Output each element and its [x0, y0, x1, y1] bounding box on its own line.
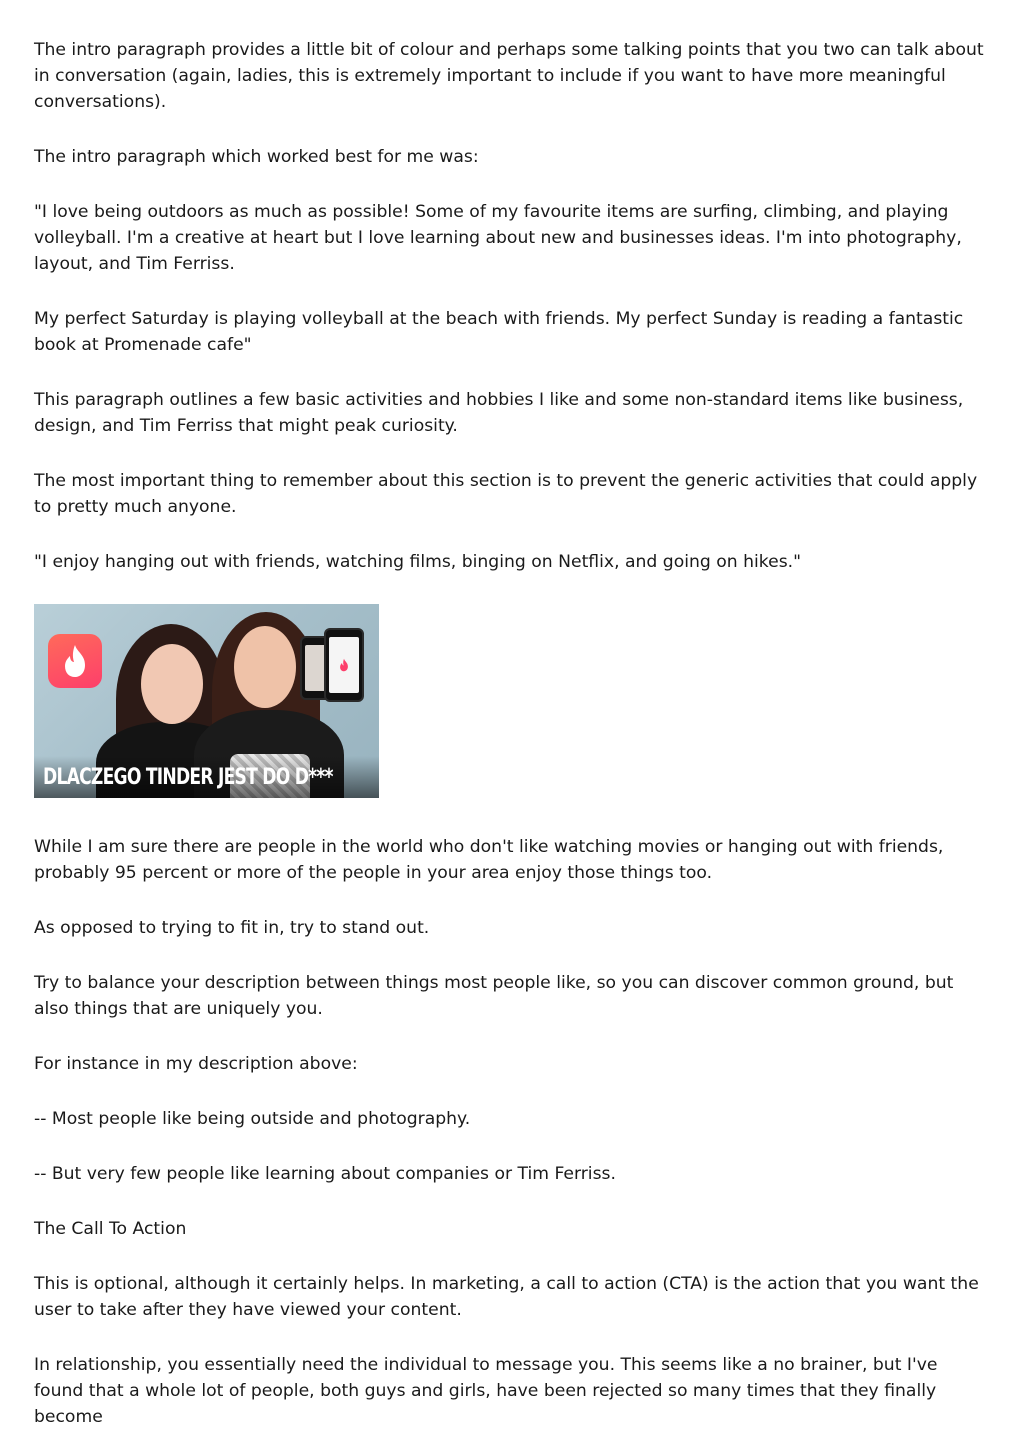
paragraph: As opposed to trying to fit in, try to stand out.	[34, 918, 430, 938]
paragraph: For instance in my description above:	[34, 1054, 358, 1074]
woman-left-face	[141, 644, 203, 724]
section-heading: The Call To Action	[34, 1219, 187, 1239]
paragraph: While I am sure there are people in the world who don't like watching movies or hanging out with friends, probably 95 percent or more of the people in your area enjoy those things too.	[34, 837, 944, 883]
paragraph: The intro paragraph provides a little bit of colour and perhaps some talking points that you two can talk about in conversation (again, ladies, this is extremely important to include if you want to have more meaningful conversations).	[34, 40, 984, 112]
phone-icon	[324, 628, 364, 702]
paragraph: The intro paragraph which worked best for me was:	[34, 147, 479, 167]
tinder-flame-icon	[48, 634, 102, 688]
paragraph: My perfect Saturday is playing volleyball at the beach with friends. My perfect Sunday is reading a fantastic book at Promenade cafe"	[34, 309, 964, 355]
thumbnail-caption-band	[34, 756, 379, 798]
list-item: -- But very few people like learning about companies or Tim Ferriss.	[34, 1164, 616, 1184]
paragraph: In relationship, you essentially need the individual to message you. This seems like a no brainer, but I've found that a whole lot of people, both guys and girls, have been rejected so many times that they finally become	[34, 1355, 938, 1427]
paragraph: "I love being outdoors as much as possible! Some of my favourite items are surfing, climbing, and playing volleyball. I'm a creative at heart but I love learning about new and businesses ideas. I'm into photography, layout, and Tim Ferriss.	[34, 202, 962, 274]
paragraph: This is optional, although it certainly helps. In marketing, a call to action (CTA) is the action that you want the user to take after they have viewed your content.	[34, 1274, 979, 1320]
woman-right-face	[234, 626, 296, 708]
thumbnail-caption: DLACZEGO TINDER JEST DO D***	[43, 765, 333, 790]
list-item: -- Most people like being outside and photography.	[34, 1109, 471, 1129]
video-thumbnail-image	[34, 604, 379, 798]
paragraph: This paragraph outlines a few basic activities and hobbies I like and some non-standard items like business, design, and Tim Ferriss that might peak curiosity.	[34, 390, 964, 436]
paragraph: "I enjoy hanging out with friends, watching films, binging on Netflix, and going on hikes."	[34, 552, 802, 572]
paragraph: The most important thing to remember about this section is to prevent the generic activities that could apply to pretty much anyone.	[34, 471, 978, 517]
paragraph: Try to balance your description between things most people like, so you can discover common ground, but also things that are uniquely you.	[34, 973, 954, 1019]
